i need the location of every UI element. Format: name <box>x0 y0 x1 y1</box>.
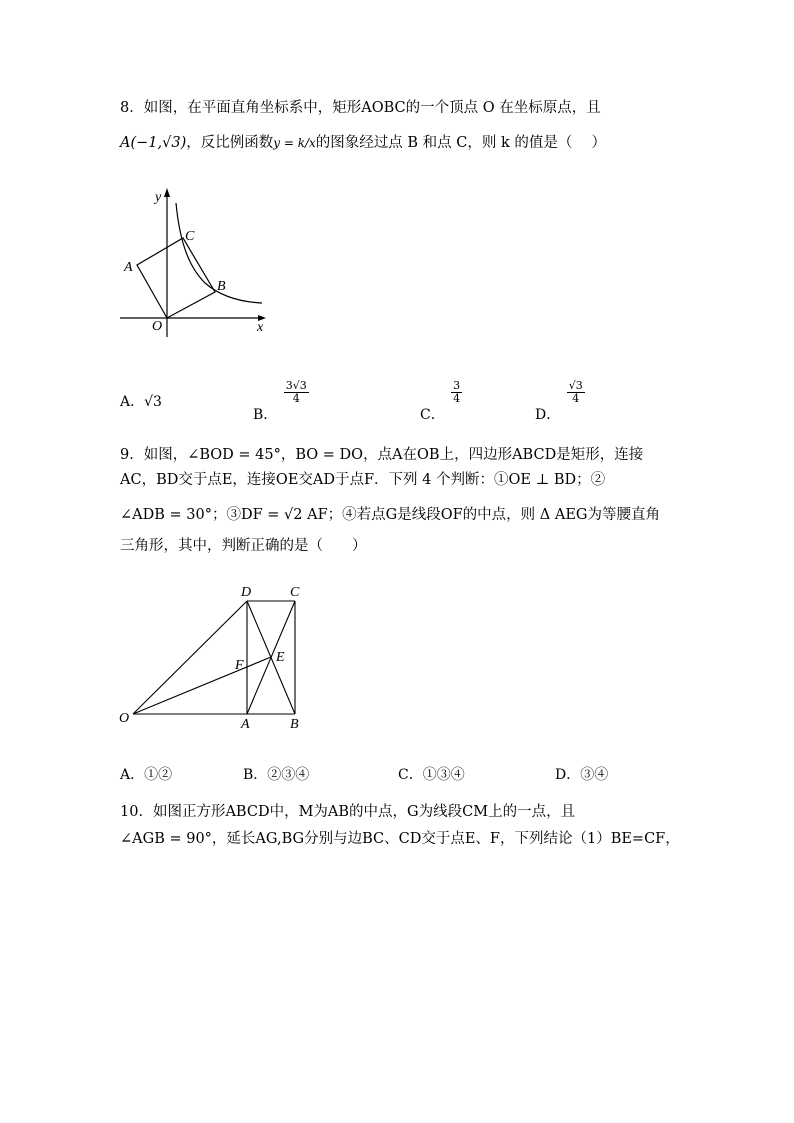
q8-option-a[interactable] <box>120 391 162 411</box>
label-f: F <box>235 658 244 673</box>
q10-text-line1: 10．如图正方形ABCD中，M为AB的中点，G为线段CM上的一点，且 <box>120 804 576 820</box>
q8-text-line1: 8．如图，在平面直角坐标系中，矩形AOBC的一个顶点 O 在坐标原点，且 <box>120 100 601 116</box>
q9-option-b[interactable]: B．②③④ <box>243 767 310 783</box>
segment-od <box>133 601 247 714</box>
q8-option-c-denominator: 4 <box>453 392 461 405</box>
q8-text-line2-b: ，反比例函数 <box>186 135 274 151</box>
label-y: y <box>155 190 162 205</box>
q8-option-b-denominator: 4 <box>292 392 300 405</box>
q8-function: y = k/x <box>273 136 316 150</box>
q8-option-a-value: √3 <box>144 394 162 410</box>
q9-figure <box>110 580 310 732</box>
q9-option-d[interactable]: D．③④ <box>555 767 609 783</box>
q10-text-line2: ∠AGB = 90°，延长AG,BG分别与边BC、CD交于点E、F，下列结论（1）BE=CF， <box>120 831 680 847</box>
q8-text-line2 <box>120 133 606 153</box>
rectangle-aobc <box>137 238 215 318</box>
label-b: B <box>217 279 226 294</box>
q8-option-d-numerator: √3 <box>568 379 583 392</box>
q9-text-line3: ∠ADB = 30°；③DF = √2 AF；④若点G是线段OF的中点，则 Δ AEG为等腰直角 <box>120 507 660 523</box>
label-c: C <box>185 229 195 244</box>
q9-text-line2: AC，BD交于点E，连接OE交AD于点F．下列 4 个判断：①OE ⊥ BD；② <box>120 472 606 488</box>
q9-option-a[interactable]: A．①② <box>120 767 173 783</box>
label-b: B <box>290 717 299 732</box>
q8-option-c-fraction <box>451 380 462 405</box>
q8-option-b-fraction <box>284 380 309 405</box>
label-a: A <box>124 260 133 275</box>
q8-option-a-prefix: A． <box>120 394 145 410</box>
q8-option-b-numerator: 3√3 <box>285 379 307 392</box>
label-x: x <box>257 320 264 335</box>
q8-point-a: A(−1,√3) <box>120 135 187 151</box>
q8-option-d-denominator: 4 <box>572 392 580 405</box>
label-e: E <box>276 650 285 665</box>
q8-option-b-prefix: B． <box>253 406 278 423</box>
q8-figure <box>110 180 290 340</box>
label-o: O <box>119 711 130 726</box>
q8-option-c[interactable] <box>420 379 464 423</box>
label-c: C <box>290 585 300 600</box>
y-axis-arrow-icon <box>164 188 170 197</box>
q9-option-c[interactable]: C．①③④ <box>398 767 465 783</box>
q8-option-c-prefix: C． <box>420 406 445 423</box>
label-a: A <box>241 717 250 732</box>
q9-text-line1: 9．如图，∠BOD = 45°，BO = DO，点A在OB上，四边形ABCD是矩形，连接 <box>120 447 644 463</box>
q8-text-line2-c: 的图象经过点 B 和点 C，则 k 的值是（ ） <box>315 135 606 151</box>
q8-option-c-numerator: 3 <box>453 379 461 392</box>
label-o: O <box>152 319 163 334</box>
q8-option-d[interactable] <box>535 379 587 423</box>
q8-option-b[interactable] <box>253 379 311 423</box>
q9-text-line4: 三角形，其中，判断正确的是（ ） <box>120 538 367 554</box>
label-d: D <box>241 585 252 600</box>
q8-option-d-fraction <box>567 380 585 405</box>
q8-option-d-prefix: D． <box>535 406 561 423</box>
